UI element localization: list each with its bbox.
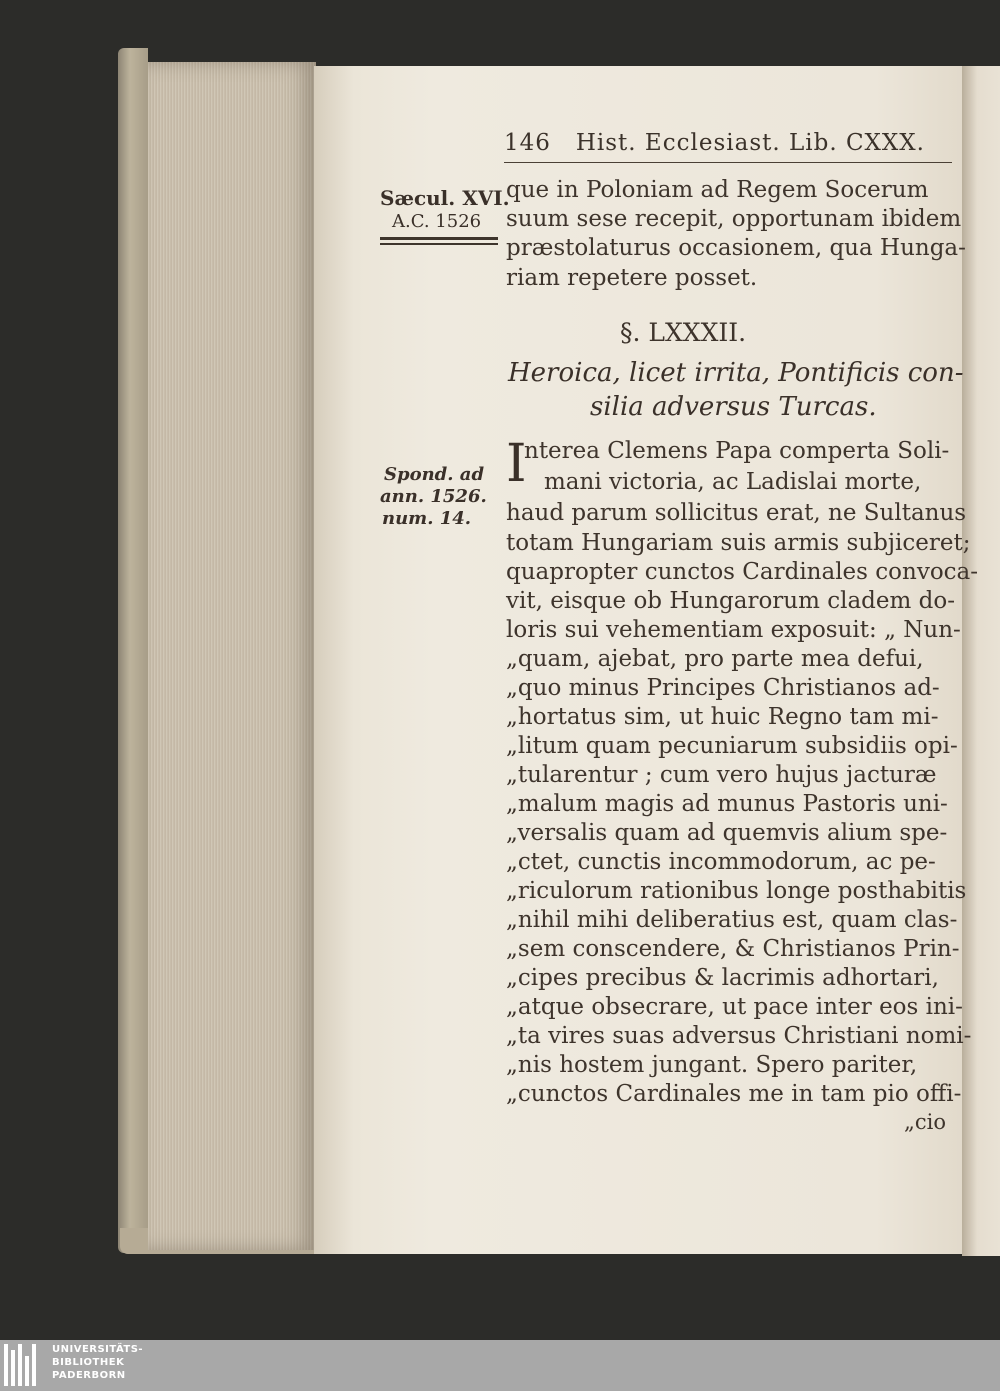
body-line: „sem conscendere, & Christianos Prin- (506, 936, 960, 962)
body-line: totam Hungariam suis armis subjiceret; (506, 530, 971, 556)
body-line: „quam, ajebat, pro parte mea defui, (506, 646, 924, 672)
body-line: „malum magis ad munus Pastoris uni- (506, 791, 948, 817)
body-line: loris sui vehementiam exposuit: „ Nun- (506, 617, 961, 643)
margin-rule (380, 237, 498, 240)
drop-cap: I (506, 434, 527, 494)
margin-rule-lower (380, 243, 498, 245)
page-number: 146 (504, 130, 551, 156)
section-summary-line1: Heroica, licet irrita, Pontificis con- (508, 358, 964, 388)
margin-century: Sæcul. XVI. (380, 186, 510, 210)
body-line: „nis hostem jungant. Spero pariter, (506, 1052, 918, 1078)
library-name-line3: PADERBORN (52, 1370, 126, 1381)
facing-page-edge (962, 66, 1000, 1256)
body-line: nterea Clemens Papa comperta Soli- (524, 438, 950, 464)
body-line: haud parum sollicitus erat, ne Sultanus (506, 500, 967, 526)
body-line: „versalis quam ad quemvis alium spe- (506, 820, 948, 846)
body-line: „cipes precibus & lacrimis adhortari, (506, 965, 939, 991)
margin-ref-line3: num. 14. (382, 508, 472, 529)
body-line: vit, eisque ob Hungarorum cladem do- (506, 588, 955, 614)
margin-year: A.C. 1526 (392, 211, 482, 232)
library-name-line2: BIBLIOTHEK (52, 1357, 125, 1368)
body-line: mani victoria, ac Ladislai morte, (544, 469, 922, 495)
library-footer-bar (0, 1340, 1000, 1391)
margin-ref-line2: ann. 1526. (380, 486, 487, 507)
body-line: „nihil mihi deliberatius est, quam clas- (506, 907, 958, 933)
body-line: „litum quam pecuniarum subsidiis opi- (506, 733, 958, 759)
body-line: „ta vires suas adversus Christiani nomi- (506, 1023, 972, 1049)
body-line: præstolaturus occasionem, qua Hunga- (506, 235, 966, 261)
library-logo-icon (4, 1344, 42, 1386)
body-line: „tularentur ; cum vero hujus jacturæ (506, 762, 937, 788)
library-name-line1: UNIVERSITÄTS- (52, 1344, 144, 1355)
catchword: „cio (904, 1110, 946, 1134)
page-block-edges (148, 62, 316, 1250)
header-rule (504, 162, 952, 163)
body-line: „hortatus sim, ut huic Regno tam mi- (506, 704, 939, 730)
body-line: „cunctos Cardinales me in tam pio offi- (506, 1081, 962, 1107)
margin-ref-line1: Spond. ad (384, 464, 485, 485)
body-line: suum sese recepit, opportunam ibidem (506, 206, 962, 232)
running-head (504, 130, 925, 156)
book-cover-spine (118, 48, 148, 1253)
body-line: „quo minus Principes Christianos ad- (506, 675, 940, 701)
body-line: que in Poloniam ad Regem Socerum (506, 177, 929, 203)
running-title: Hist. Ecclesiast. Lib. CXXX. (575, 130, 925, 156)
body-line: „riculorum rationibus longe posthabitis (506, 878, 967, 904)
body-line: „atque obsecrare, ut pace inter eos ini- (506, 994, 963, 1020)
body-line: quapropter cunctos Cardinales convoca- (506, 559, 979, 585)
section-number: §. LXXXII. (620, 318, 747, 347)
section-summary-line2: silia adversus Turcas. (590, 392, 877, 422)
body-line: riam repetere posset. (506, 265, 758, 291)
body-line: „ctet, cunctis incommodorum, ac pe- (506, 849, 936, 875)
